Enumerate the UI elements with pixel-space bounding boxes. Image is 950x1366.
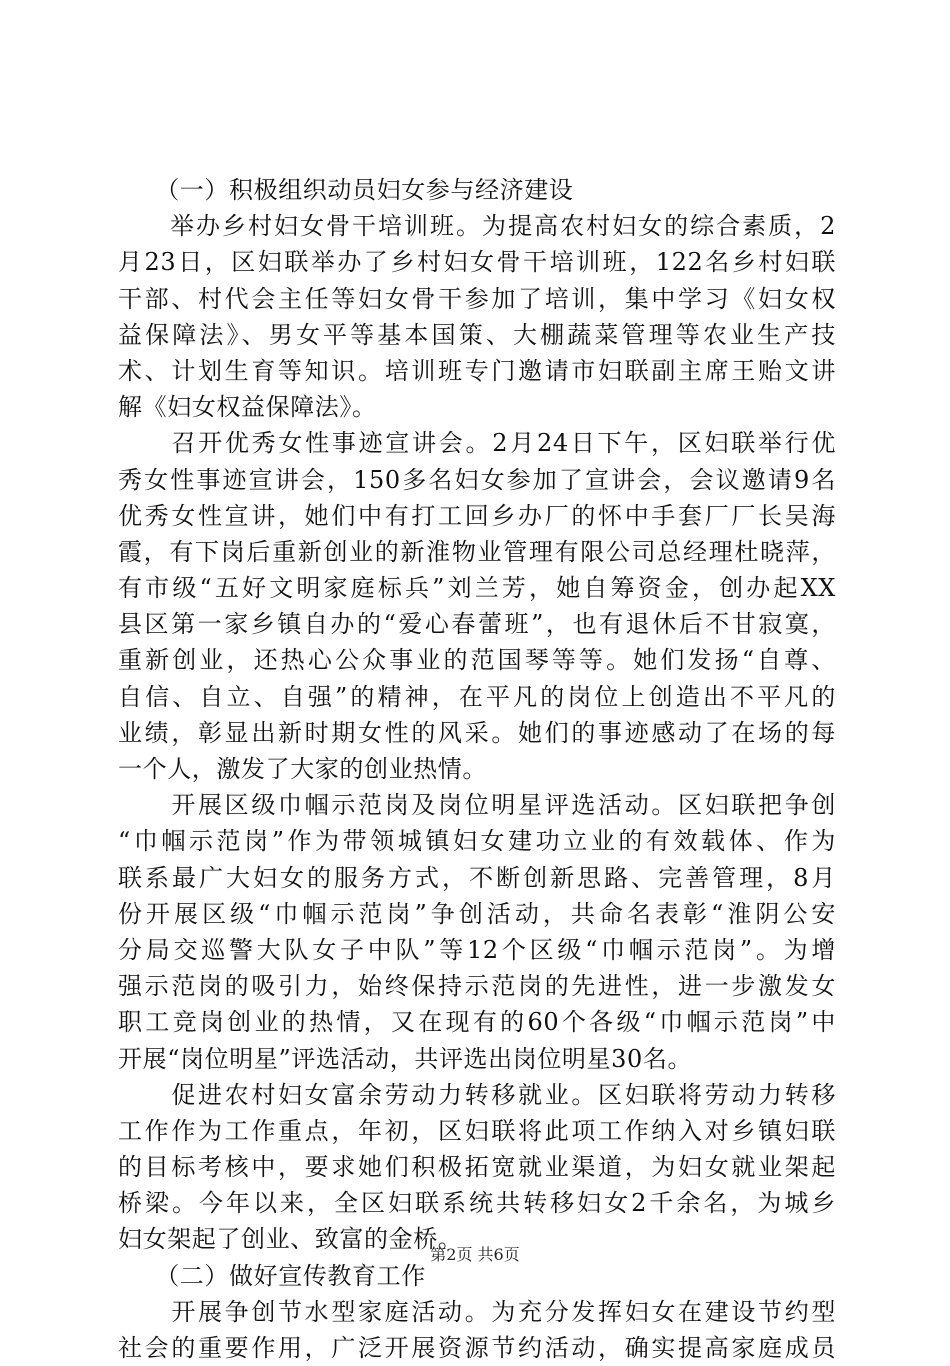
text-line: 霞，有下岗后重新创业的新淮物业管理有限公司总经理杜晓萍， [118, 537, 836, 566]
text-line: 桥梁。今年以来，全区妇联系统共转移妇女2千余名，为城乡 [118, 1189, 836, 1218]
text-line: 开展“岗位明星”评选活动，共评选出岗位明星30名。 [118, 1044, 693, 1073]
text-line: 召开优秀女性事迹宣讲会。2月24日下午，区妇联举行优 [118, 429, 836, 458]
text-line: 月23日，区妇联举办了乡村妇女骨干培训班，122名乡村妇联 [118, 248, 836, 277]
text-line: 解《妇女权益保障法》。 [118, 393, 377, 422]
text-line: 的目标考核中，要求她们积极拓宽就业渠道，为妇女就业架起 [118, 1153, 836, 1182]
text-line: 分局交巡警大队女子中队”等12个区级“巾帼示范岗”。为增 [118, 935, 836, 964]
text-line: 有市级“五好文明家庭标兵”刘兰芳，她自筹资金，创办起XX [118, 574, 836, 603]
text-line: 自信、自立、自强”的精神，在平凡的岗位上创造出不平凡的 [118, 682, 836, 711]
text-line: 业绩，彰显出新时期女性的风采。她们的事迹感动了在场的每 [118, 718, 836, 747]
text-line: 联系最广大妇女的服务方式，不断创新思路、完善管理，8月 [118, 863, 836, 892]
text-line: 重新创业，还热心公众事业的范国琴等等。她们发扬“自尊、 [118, 646, 836, 675]
text-line: 术、计划生育等知识。培训班专门邀请市妇联副主席王贻文讲 [118, 356, 836, 385]
page-footer: 第2页 共6页 [430, 1245, 520, 1264]
text-line: 开展区级巾帼示范岗及岗位明星评选活动。区妇联把争创 [118, 791, 836, 820]
text-line: 职工竞岗创业的热情，又在现有的60个各级“巾帼示范岗”中 [118, 1008, 836, 1037]
text-line: 工作作为工作重点，年初，区妇联将此项工作纳入对乡镇妇联 [118, 1116, 836, 1145]
text-line: 秀女性事迹宣讲会，150多名妇女参加了宣讲会，会议邀请9名 [118, 465, 836, 494]
text-line: 优秀女性宣讲，她们中有打工回乡办厂的怀中手套厂厂长吴海 [118, 501, 836, 530]
document-body [118, 172, 836, 1366]
text-line: 强示范岗的吸引力，始终保持示范岗的先进性，进一步激发女 [118, 972, 836, 1001]
text-line: （一）积极组织动员妇女参与经济建设 [118, 176, 574, 204]
text-line: “巾帼示范岗”作为带领城镇妇女建功立业的有效载体、作为 [118, 827, 836, 856]
text-line: 县区第一家乡镇自办的“爱心春蕾班”，也有退休后不甘寂寞， [118, 610, 836, 639]
text-line: （二）做好宣传教育工作 [118, 1261, 426, 1290]
text-line: 份开展区级“巾帼示范岗”争创活动，共命名表彰“淮阴公安 [118, 899, 836, 928]
text-line: 一个人，激发了大家的创业热情。 [118, 755, 487, 783]
text-line: 社会的重要作用，广泛开展资源节约活动，确实提高家庭成员 [118, 1334, 836, 1362]
text-line: 开展争创节水型家庭活动。为充分发挥妇女在建设节约型 [118, 1297, 836, 1326]
text-line: 促进农村妇女富余劳动力转移就业。区妇联将劳动力转移 [118, 1080, 836, 1109]
text-line: 干部、村代会主任等妇女骨干参加了培训，集中学习《妇女权 [118, 284, 836, 313]
text-line: 举办乡村妇女骨干培训班。为提高农村妇女的综合素质，2 [118, 212, 836, 241]
text-line: 益保障法》、男女平等基本国策、大棚蔬菜管理等农业生产技 [118, 320, 836, 349]
text-line: 妇女架起了创业、致富的金桥。 [118, 1225, 463, 1254]
